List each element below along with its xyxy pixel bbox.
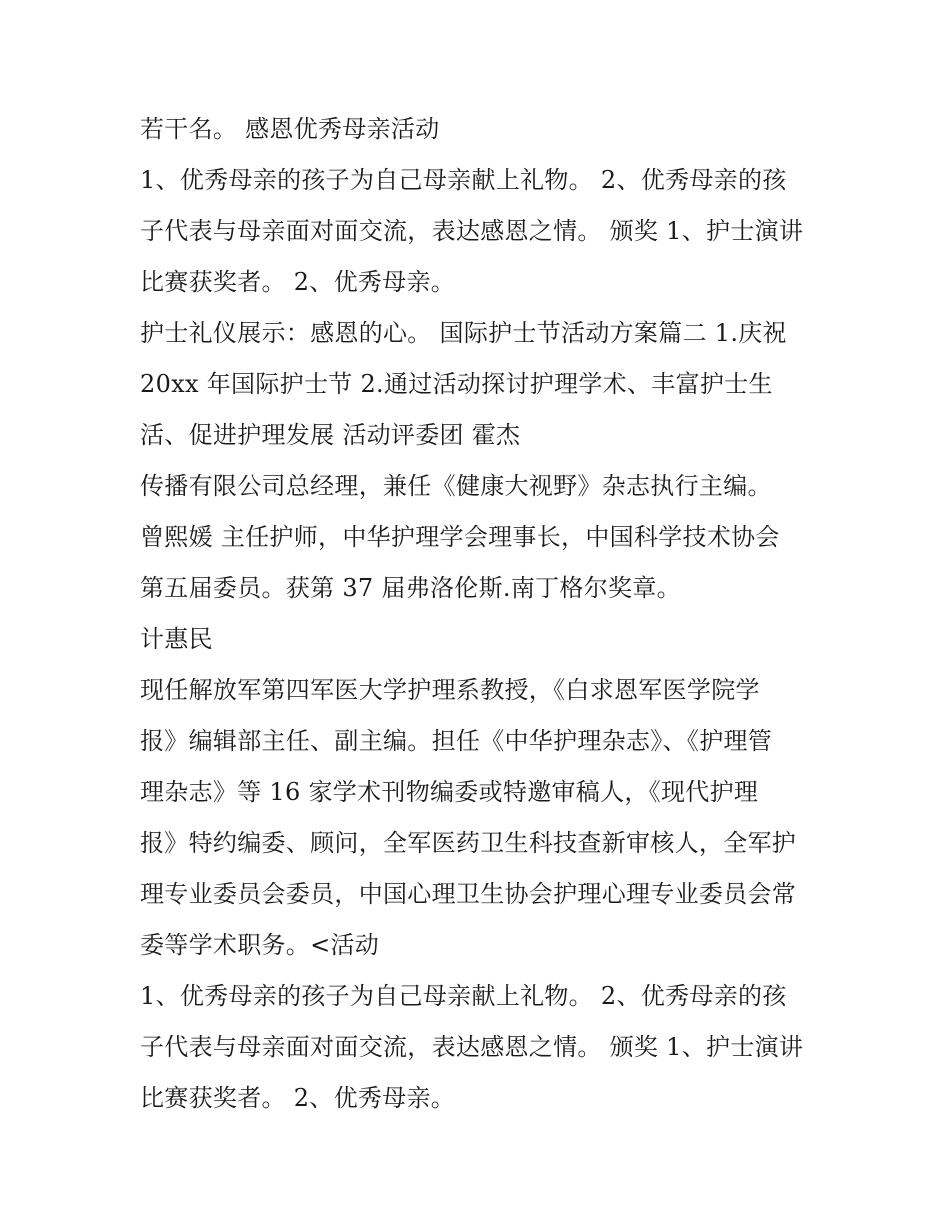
text-line: 20xx 年国际护士节 2.通过活动探讨护理学术、丰富护士生 bbox=[140, 370, 773, 398]
text-line: 报》特约编委、顾问，全军医药卫生科技查新审核人，全军护 bbox=[140, 829, 797, 857]
text-line: 若干名。 感恩优秀母亲活动 bbox=[140, 115, 440, 143]
text-line: 比赛获奖者。 2、优秀母亲。 bbox=[140, 1084, 456, 1112]
document-body bbox=[140, 108, 820, 1128]
text-line: 理杂志》等 16 家学术刊物编委或特邀审稿人，《现代护理 bbox=[140, 778, 759, 806]
text-line: 子代表与母亲面对面交流，表达感恩之情。 颁奖 1、护士演讲 bbox=[140, 217, 804, 245]
text-line: 活、促进护理发展 活动评委团 霍杰 bbox=[140, 421, 521, 449]
text-line: 1、优秀母亲的孩子为自己母亲献上礼物。 2、优秀母亲的孩 bbox=[140, 982, 787, 1010]
text-line: 子代表与母亲面对面交流，表达感恩之情。 颁奖 1、护士演讲 bbox=[140, 1033, 804, 1061]
text-line: 传播有限公司总经理，兼任《健康大视野》杂志执行主编。 bbox=[140, 472, 772, 500]
text-line: 1、优秀母亲的孩子为自己母亲献上礼物。 2、优秀母亲的孩 bbox=[140, 166, 787, 194]
text-line: 理专业委员会委员，中国心理卫生协会护理心理专业委员会常 bbox=[140, 880, 797, 908]
text-line: 计惠民 bbox=[140, 625, 213, 653]
text-line: 第五届委员。获第 37 届弗洛伦斯.南丁格尔奖章。 bbox=[140, 574, 681, 602]
text-line: 现任解放军第四军医大学护理系教授，《白求恩军医学院学 bbox=[140, 676, 760, 704]
text-line: 比赛获奖者。 2、优秀母亲。 bbox=[140, 268, 456, 296]
text-line: 报》编辑部主任、副主编。担任《中华护理杂志》、《护理管 bbox=[140, 727, 773, 755]
text-line: 委等学术职务。<活动 bbox=[140, 931, 380, 959]
text-line: 护士礼仪展示：感恩的心。 国际护士节活动方案篇二 1.庆祝 bbox=[140, 319, 787, 347]
text-line: 曾熙媛 主任护师，中华护理学会理事长，中国科学技术协会 bbox=[140, 523, 780, 551]
